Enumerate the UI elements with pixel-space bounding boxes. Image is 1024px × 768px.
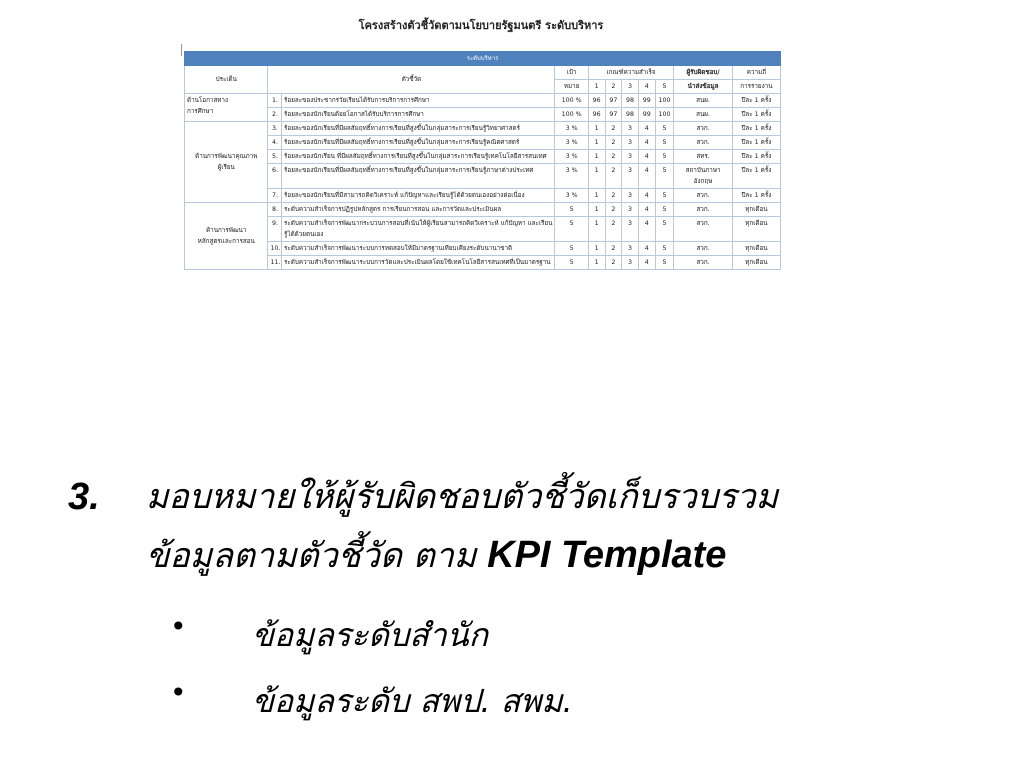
header-level: 4 — [638, 80, 655, 94]
bullet-icon: • — [170, 676, 187, 709]
row-number: 8. — [268, 203, 282, 217]
level-cell: 4 — [638, 242, 655, 256]
indicator-cell: ร้อยละของประชากรวัยเรียนได้รับการบริการการศึกษา — [282, 94, 555, 108]
level-cell: 2 — [605, 189, 622, 203]
target-cell: 3 % — [555, 189, 588, 203]
row-number: 2. — [268, 108, 282, 122]
header-indicator: ตัวชี้วัด — [268, 66, 555, 94]
category-cell — [185, 94, 268, 122]
row-number: 10. — [268, 242, 282, 256]
level-cell: 4 — [638, 256, 655, 270]
category-line: หลักสูตรและการสอน — [197, 238, 255, 245]
target-cell: 5 — [555, 217, 588, 242]
level-cell: 100 — [655, 108, 674, 122]
point-text-line1: มอบหมายให้ผู้รับผิดชอบตัวชี้วัดเก็บรวบรวม — [146, 477, 779, 517]
level-cell: 99 — [638, 108, 655, 122]
frequency-cell: ปีละ 1 ครั้ง — [732, 122, 780, 136]
table-row — [185, 164, 781, 189]
level-cell: 3 — [622, 122, 639, 136]
level-cell: 4 — [638, 150, 655, 164]
level-cell: 3 — [622, 256, 639, 270]
point-text — [146, 468, 966, 585]
indicator-cell: ระดับความสำเร็จการพัฒนาระบบการวัดและประเมินผลโดยใช้เทคโนโลยีสารสนเทศที่เป็นมาตรฐาน — [282, 256, 555, 270]
level-cell: 1 — [588, 242, 605, 256]
table-row — [185, 94, 781, 108]
frequency-cell: ทุกเดือน — [732, 256, 780, 270]
level-cell: 3 — [622, 203, 639, 217]
level-cell: 99 — [638, 94, 655, 108]
owner-cell: สวก. — [674, 242, 732, 256]
level-cell: 1 — [588, 164, 605, 189]
owner-cell: สทร. — [674, 150, 732, 164]
point-number: 3. — [68, 476, 100, 518]
owner-cell: สวก. — [674, 217, 732, 242]
level-cell: 4 — [638, 189, 655, 203]
table-row — [185, 122, 781, 136]
row-number: 11. — [268, 256, 282, 270]
indicator-cell: ร้อยละของนักเรียนที่มีผลสัมฤทธิ์ทางการเรียนที่สูงขึ้นในกลุ่มสาระการเรียนรู้คณิตศาสตร์ — [282, 136, 555, 150]
header-owner-top: ผู้รับผิดชอบ/ — [674, 66, 732, 80]
category-line: ผู้เรียน — [217, 164, 235, 171]
indicator-cell: ร้อยละของนักเรียนที่มีสามารถคิดวิเคราะห์ แก้ปัญหาและเรียนรู้ได้ด้วยตนเองอย่างต่อเนื่อง — [282, 189, 555, 203]
level-cell: 1 — [588, 136, 605, 150]
row-number: 9. — [268, 217, 282, 242]
level-cell: 4 — [638, 217, 655, 242]
target-cell: 100 % — [555, 108, 588, 122]
owner-cell: สวก. — [674, 203, 732, 217]
level-cell: 3 — [622, 242, 639, 256]
level-cell: 5 — [655, 203, 674, 217]
header-owner-bottom: นำส่งข้อมูล — [674, 80, 732, 94]
frequency-cell: ปีละ 1 ครั้ง — [732, 150, 780, 164]
frequency-cell: ทุกเดือน — [732, 203, 780, 217]
level-cell: 5 — [655, 136, 674, 150]
level-cell: 2 — [605, 256, 622, 270]
owner-cell: สถาบันภาษาอังกฤษ — [674, 164, 732, 189]
level-cell: 5 — [655, 164, 674, 189]
point-text-line2 — [146, 526, 966, 585]
kpi-template-label: KPI Template — [487, 534, 727, 576]
indicator-cell: ร้อยละของนักเรียน ที่มีผลสัมฤทธิ์ทางการเรียนที่สูงขึ้นในกลุ่มสาระการเรียนรู้เทคโนโลยีสารสนเทศ — [282, 150, 555, 164]
level-cell: 97 — [605, 108, 622, 122]
level-cell: 96 — [588, 108, 605, 122]
indicator-cell: ระดับความสำเร็จการพัฒนากระบวนการสอนที่เน้นให้ผู้เรียนสามารถคิดวิเคราะห์ แก้ปัญหา และเรียนรู้ได้ด้วยตนเอง — [282, 217, 555, 242]
level-cell: 98 — [622, 108, 639, 122]
category-line: ด้านการพัฒนา — [206, 227, 247, 234]
indicator-cell: ร้อยละของนักเรียนที่มีผลสัมฤทธิ์ทางการเรียนที่สูงขึ้นในกลุ่มสาระการเรียนรู้วิทยาศาสตร์ — [282, 122, 555, 136]
level-cell: 5 — [655, 122, 674, 136]
level-cell: 4 — [638, 164, 655, 189]
row-number: 7. — [268, 189, 282, 203]
target-cell: 100 % — [555, 94, 588, 108]
header-target-bottom: หมาย — [555, 80, 588, 94]
level-cell: 2 — [605, 136, 622, 150]
frequency-cell: ปีละ 1 ครั้ง — [732, 189, 780, 203]
header-level: 2 — [605, 80, 622, 94]
level-cell: 4 — [638, 122, 655, 136]
level-cell: 3 — [622, 164, 639, 189]
level-cell: 4 — [638, 203, 655, 217]
table-row — [185, 217, 781, 242]
level-cell: 96 — [588, 94, 605, 108]
frequency-cell: ทุกเดือน — [732, 217, 780, 242]
level-cell: 4 — [638, 136, 655, 150]
category-cell — [185, 203, 268, 270]
category-line: ด้านการพัฒนาคุณภาพ — [195, 153, 258, 160]
level-cell: 2 — [605, 122, 622, 136]
owner-cell: สวก. — [674, 189, 732, 203]
owner-cell: สวก. — [674, 136, 732, 150]
row-number: 5. — [268, 150, 282, 164]
row-number: 1. — [268, 94, 282, 108]
table-row — [185, 256, 781, 270]
target-cell: 3 % — [555, 122, 588, 136]
frequency-cell: ปีละ 1 ครั้ง — [732, 108, 780, 122]
level-cell: 3 — [622, 150, 639, 164]
category-line: ด้านโอกาสทาง — [187, 97, 229, 104]
row-number: 3. — [268, 122, 282, 136]
header-freq-top: ความถี่ — [732, 66, 780, 80]
table-row — [185, 136, 781, 150]
level-cell: 3 — [622, 189, 639, 203]
header-issue: ประเด็น — [185, 66, 268, 94]
table-row — [185, 150, 781, 164]
kpi-structure-table — [184, 51, 781, 270]
owner-cell: สนผ. — [674, 94, 732, 108]
target-cell: 3 % — [555, 150, 588, 164]
owner-cell: สวก. — [674, 122, 732, 136]
bullet-icon: • — [170, 610, 187, 643]
header-criteria: เกณฑ์ความสำเร็จ — [588, 66, 674, 80]
table-title: โครงสร้างตัวชี้วัดตามนโยบายรัฐมนตรี ระดับบริหาร — [358, 19, 604, 32]
kpi-structure-table-image — [181, 8, 781, 426]
target-cell: 3 % — [555, 164, 588, 189]
level-cell: 5 — [655, 256, 674, 270]
level-cell: 1 — [588, 122, 605, 136]
level-cell: 100 — [655, 94, 674, 108]
level-cell: 5 — [655, 217, 674, 242]
header-freq-bottom: การรายงาน — [732, 80, 780, 94]
level-cell: 2 — [605, 203, 622, 217]
table-row — [185, 189, 781, 203]
level-cell: 1 — [588, 217, 605, 242]
header-level: 1 — [588, 80, 605, 94]
table-row — [185, 242, 781, 256]
level-cell: 2 — [605, 164, 622, 189]
level-cell: 2 — [605, 242, 622, 256]
target-cell: 5 — [555, 203, 588, 217]
bullet-text: ข้อมูลระดับ สพป. สพม. — [252, 682, 573, 720]
level-cell: 97 — [605, 94, 622, 108]
indicator-cell: ร้อยละของนักเรียนด้อยโอกาสได้รับบริการการศึกษา — [282, 108, 555, 122]
level-cell: 1 — [588, 150, 605, 164]
level-cell: 5 — [655, 242, 674, 256]
level-cell: 1 — [588, 203, 605, 217]
category-line: การศึกษา — [187, 108, 214, 115]
owner-cell: สนผ. — [674, 108, 732, 122]
level-cell: 3 — [622, 136, 639, 150]
owner-cell: สวก. — [674, 256, 732, 270]
frequency-cell: ปีละ 1 ครั้ง — [732, 164, 780, 189]
frequency-cell: ปีละ 1 ครั้ง — [732, 94, 780, 108]
header-level: 3 — [622, 80, 639, 94]
target-cell: 5 — [555, 242, 588, 256]
category-cell — [185, 122, 268, 203]
point-text-line2-thai: ข้อมูลตามตัวชี้วัด ตาม — [146, 536, 488, 576]
level-cell: 5 — [655, 189, 674, 203]
level-cell: 2 — [605, 217, 622, 242]
row-number: 4. — [268, 136, 282, 150]
table-row — [185, 108, 781, 122]
level-cell: 98 — [622, 94, 639, 108]
indicator-cell: ระดับความสำเร็จการพัฒนาระบบการทดสอบให้มีมาตรฐานเทียบเคียงระดับนานาชาติ — [282, 242, 555, 256]
table-row — [185, 203, 781, 217]
level-cell: 3 — [622, 217, 639, 242]
row-number: 6. — [268, 164, 282, 189]
level-cell: 2 — [605, 150, 622, 164]
target-cell: 3 % — [555, 136, 588, 150]
frequency-cell: ปีละ 1 ครั้ง — [732, 136, 780, 150]
indicator-cell: ระดับความสำเร็จการปฏิรูปหลักสูตร การเรียนการสอน และการวัดและประเมินผล — [282, 203, 555, 217]
header-level: 5 — [655, 80, 674, 94]
bullet-text: ข้อมูลระดับสำนัก — [252, 616, 489, 654]
indicator-cell: ร้อยละของนักเรียนที่มีผลสัมฤทธิ์ทางการเรียนที่สูงขึ้นในกลุ่มสาระการเรียนรู้ภาษาต่างประเทศ — [282, 164, 555, 189]
level-cell: 5 — [655, 150, 674, 164]
target-cell: 5 — [555, 256, 588, 270]
level-cell: 1 — [588, 256, 605, 270]
level-cell: 1 — [588, 189, 605, 203]
header-target-top: เป้า — [555, 66, 588, 80]
frequency-cell: ทุกเดือน — [732, 242, 780, 256]
table-band-header: ระดับบริหาร — [185, 52, 781, 66]
